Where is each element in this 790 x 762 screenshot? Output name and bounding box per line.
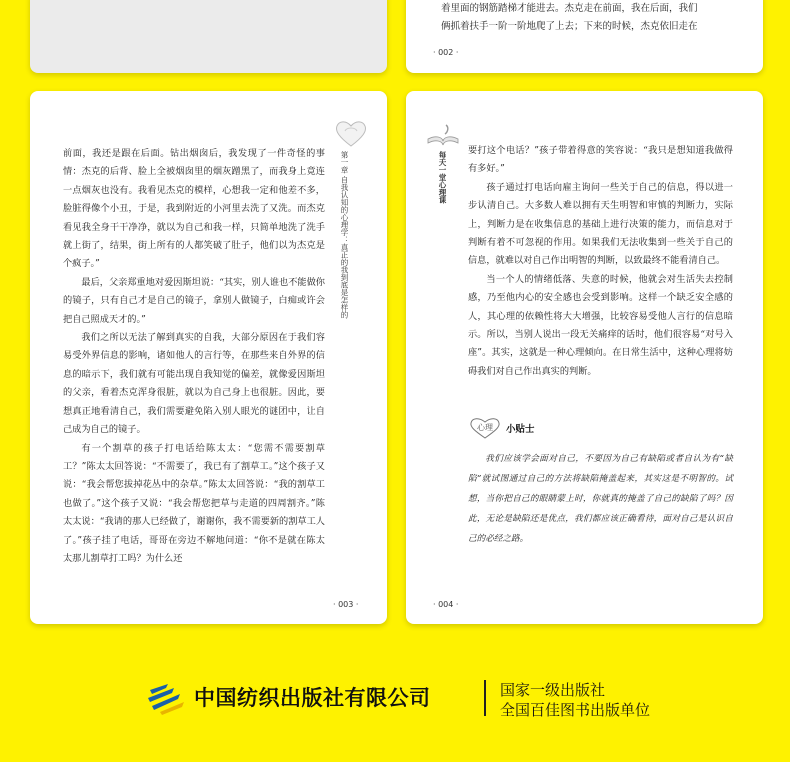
- paragraph: 我们应该学会面对自己，不要因为自己有缺陷或者自认为有“缺陷”就试图通过自己的方法将缺陷掩盖起来，其实这是不明智的。试想，当你把自己的眼睛蒙上时，你就真的掩盖了自己的缺陷了吗？因此，无论是缺陷还是优点，我们都应该正确看待，面对自己是认识自己的必经之路。: [468, 454, 733, 544]
- tip-header: [468, 416, 535, 440]
- page-card-004: [406, 91, 763, 624]
- page-card-003: [30, 91, 387, 624]
- text-line: 着里面的钢筋踏梯才能进去。杰克走在前面，我在后面，我们: [441, 3, 698, 14]
- tip-body: [468, 449, 733, 549]
- book-emblem-icon: [426, 121, 460, 147]
- publisher-logo-icon: [146, 682, 186, 716]
- credential-line: 全国百佳图书出版单位: [500, 701, 651, 719]
- publisher-footer: [0, 680, 790, 720]
- paragraph: 当一个人的情绪低落、失意的时候，他就会对生活失去控制感，乃至他内心的安全感也会受到影响。这样一个缺乏安全感的人，其心理的依赖性将大大增强，比较容易受他人言行的信息暗示。所以，当别人说出一段无关痛痒的话时，他们很容易“对号入座”。其实，这就是一种心理倾向。在日常生活中，这种心理将妨碍我们对自己作出真实的判断。: [468, 273, 733, 377]
- heart-emblem-icon: [333, 117, 369, 149]
- publisher-credentials: [500, 680, 650, 720]
- paragraph: 最后，父亲郑重地对爱因斯坦说：“其实，别人谁也不能做你的镜子，只有自己才是自己的镜子，拿别人做镜子，白痴或许会把自己照成天才的。”: [63, 276, 325, 325]
- credential-line: 国家一级出版社: [500, 681, 606, 699]
- page-card-top-left: [30, 0, 387, 73]
- chapter-running-head: 第一章 自我认知的心理学：真正的我到底是怎样的: [340, 151, 349, 319]
- paragraph: 要打这个电话？”孩子带着得意的笑容说：“我只是想知道我做得有多好。”: [468, 145, 733, 175]
- book-running-head: 每天一堂心理课: [438, 151, 447, 204]
- tip-heart-icon: [468, 416, 502, 440]
- tip-title: 小贴士: [506, 424, 535, 435]
- paragraph: 有一个割草的孩子打电话给陈太太：“您需不需要割草工？”陈太太回答说：“不需要了，我已有了割草工。”这个孩子又说：“我会帮您拔掉花丛中的杂草。”陈太太回答说：“我的割草工也做了。”这个孩子又说：“我会帮您把草与走道的四周割齐。”陈太太说：“我请的那人已经做了，谢谢你，我不需要新的割草工人了。”孩子挂了电话，哥哥在旁边不解地问道：“你不是就在陈太太那儿割草打工吗？为什么还: [63, 442, 325, 564]
- paragraph: 孩子通过打电话向雇主询问一些关于自己的信息，得以进一步认清自己。大多数人难以拥有天生明智和审慎的判断力，实际上，判断力是在收集信息的基础上进行决策的能力，而信息对于判断有着不可忽视的作用。如果我们无法收集到一些关于自己的信息，就难以对自己作出明智的判断，以致最终不能看清自己。: [468, 181, 733, 267]
- tip-badge-text: 心理: [477, 423, 493, 432]
- paragraph: 前面，我还是跟在后面。钻出烟囱后，我发现了一件奇怪的事情：杰克的后背、脸上全被烟囱里的烟灰蹭黑了，而我身上竟连一点烟灰也没有。我看见杰克的模样，心想我一定和他差不多，脸脏得像个小丑，于是，我到附近的小河里去洗了又洗。而杰克看见我全身干干净净，就以为自己和我一样，只简单地洗了洗手就上街了，结果，街上所有的人都笑破了肚子，他们以为杰克是个疯子。”: [63, 148, 325, 270]
- page-002-text: [441, 0, 731, 36]
- publisher-name: 中国纺织出版社有限公司: [194, 685, 431, 710]
- page-003-body: [63, 145, 325, 568]
- page-number: · 003 ·: [333, 600, 359, 609]
- page-card-002: [406, 0, 763, 73]
- text-line: 俩抓着扶手一阶一阶地爬了上去；下来的时候，杰克依旧走在: [441, 21, 698, 32]
- paragraph: 我们之所以无法了解到真实的自我，大部分原因在于我们容易受外界信息的影响，诸如他人的言行等，在那些来自外界的信息的暗示下，我们就有可能出现自我知觉的偏差，就像爱因斯坦的父亲，看着杰克浑身很脏，就以为自己身上也很脏。因此，要想真正地看清自己，我们需要避免陷入别人眼光的谜团中，让自己成为自己的镜子。: [63, 332, 325, 436]
- page-004-body: [468, 142, 733, 381]
- page-number: · 004 ·: [433, 600, 459, 609]
- footer-divider: [484, 680, 486, 716]
- page-number: · 002 ·: [433, 48, 459, 57]
